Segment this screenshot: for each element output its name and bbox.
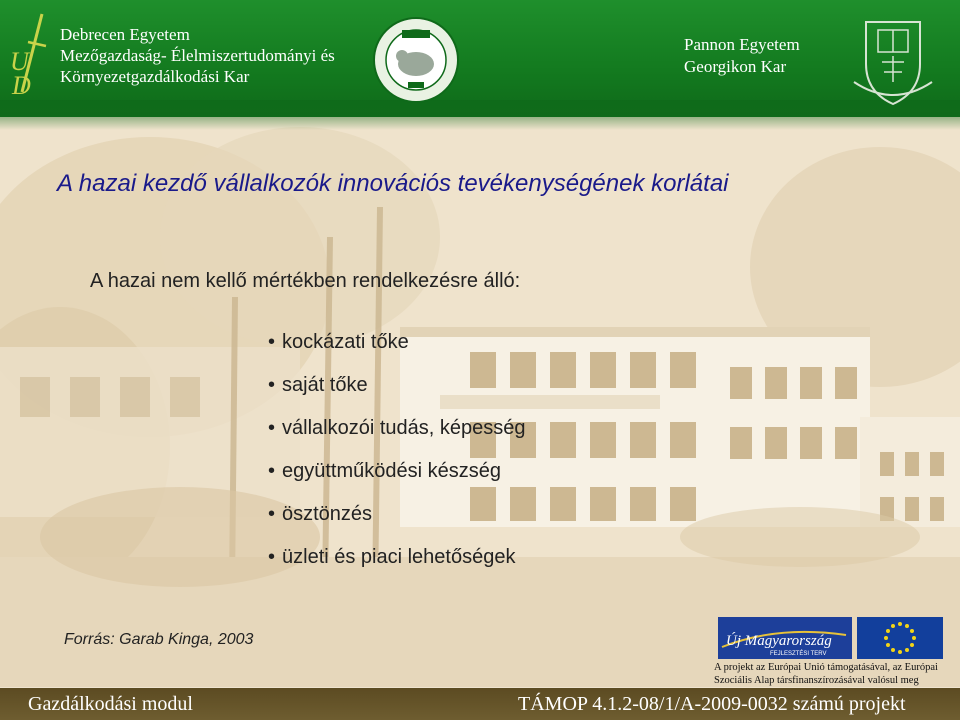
bullet-dot: •	[268, 546, 276, 568]
bullet-text: saját tőke	[282, 374, 368, 396]
fejlesztesi-terv-text: FEJLESZTÉSI TERV	[770, 651, 827, 657]
uj-magyarorszag-text: Új Magyarország	[726, 633, 832, 649]
left-university-line-3: Környezetgazdálkodási Kar	[60, 67, 250, 86]
bullet-dot: •	[268, 374, 276, 396]
sword-logo	[8, 12, 52, 96]
bullet-list	[268, 328, 525, 586]
left-university-name	[60, 24, 335, 87]
bullet-item	[268, 543, 525, 586]
bullet-text: üzleti és piaci lehetőségek	[282, 546, 516, 568]
lead-text: A hazai nem kellő mértékben rendelkezésre álló:	[90, 270, 521, 292]
bullet-item	[268, 500, 525, 543]
crest-logo	[848, 12, 938, 108]
uj-magyarorszag-logo	[718, 617, 852, 659]
right-university-line-2: Georgikon Kar	[684, 57, 787, 76]
right-university-line-1: Pannon Egyetem	[684, 35, 800, 54]
funding-statement	[714, 661, 938, 687]
left-university-line-1: Debrecen Egyetem	[60, 25, 190, 44]
bullet-dot: •	[268, 331, 276, 353]
bullet-text: vállalkozói tudás, képesség	[282, 417, 526, 439]
bullet-dot: •	[268, 417, 276, 439]
funding-line-1: A projekt az Európai Unió támogatásával, az Európai	[714, 662, 938, 673]
bullet-item	[268, 328, 525, 371]
bullet-item	[268, 414, 525, 457]
bullet-dot: •	[268, 460, 276, 482]
left-university-line-2: Mezőgazdaság- Élelmiszertudományi és	[60, 46, 335, 65]
slide-title: A hazai kezdő vállalkozók innovációs tevékenységének korlátai	[57, 170, 729, 197]
header-fade	[0, 100, 960, 130]
bullet-item	[268, 371, 525, 414]
bullet-text: kockázati tőke	[282, 331, 409, 353]
footer-project-id: TÁMOP 4.1.2-08/1/A-2009-0032 számú projekt	[518, 693, 906, 715]
bullet-text: ösztönzés	[282, 503, 373, 525]
source-citation: Forrás: Garab Kinga, 2003	[64, 631, 254, 648]
seal-logo	[372, 16, 460, 104]
svg-text:D: D	[12, 71, 31, 96]
right-university-name	[684, 34, 800, 78]
footer-module-name: Gazdálkodási modul	[28, 693, 193, 715]
svg-text:U: U	[10, 47, 29, 76]
bullet-dot: •	[268, 503, 276, 525]
bullet-text: együttműködési készség	[282, 460, 502, 482]
eu-flag	[857, 617, 943, 659]
funding-line-2: Szociális Alap társfinanszírozásával valósul meg	[714, 675, 919, 686]
bullet-item	[268, 457, 525, 500]
